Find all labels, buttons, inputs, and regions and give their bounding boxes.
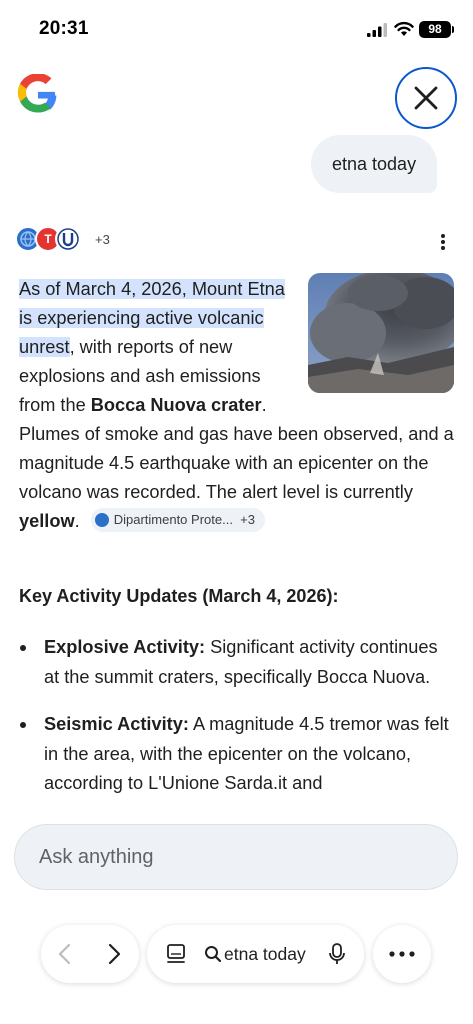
more-horiz-icon [388,950,416,958]
tabs-icon[interactable] [165,943,187,965]
answer-bold-crater: Bocca Nuova crater [90,395,262,415]
battery-level: 98 [428,22,442,36]
google-logo-icon [17,74,59,116]
source-avatar-letter: T [35,226,61,252]
status-bar [0,0,473,60]
union-logo-icon [57,228,79,250]
image-float-spacer [290,275,455,400]
source-avatar-logo-icon [55,226,81,252]
source-chip[interactable] [91,508,265,532]
battery-indicator [419,21,451,38]
cellular-signal-icon [367,23,387,37]
back-chevron-icon[interactable] [54,942,76,966]
more-options-button[interactable] [433,232,453,252]
content-fade [0,796,473,826]
wifi-icon [394,21,414,37]
user-query-bubble: etna today [311,135,437,193]
navigation-pill [41,925,139,983]
search-icon [204,945,222,963]
microphone-icon[interactable] [327,942,347,966]
ask-input[interactable] [39,825,429,889]
sources-row[interactable] [15,226,135,254]
close-button[interactable] [395,67,457,129]
source-chip-label: Dipartimento Prote... [113,512,233,528]
ask-bar[interactable] [14,824,458,890]
status-time: 20:31 [39,18,89,39]
source-chip-more: +3 [240,512,255,528]
list-item [19,633,455,692]
list-item-title: Seismic Activity: [44,714,189,734]
search-pill[interactable] [147,925,364,983]
sources-more-count: +3 [95,232,110,247]
source-globe-icon [95,513,109,527]
list-item-text: Significant activity continues at the summit craters, specifically Bocca Nuova. [44,637,438,687]
list-item [19,710,455,799]
answer-bold-level: yellow [19,511,75,531]
activity-list [19,633,455,817]
section-heading: Key Activity Updates (March 4, 2026): [19,586,339,606]
highlighted-answer[interactable]: As of March 4, 2026, Mount Etna is experiencing active volcanic unrest [19,279,285,357]
close-icon [413,85,439,111]
search-query-text[interactable]: etna today [224,944,306,964]
list-item-text: A magnitude 4.5 tremor was felt in the area, with the epicenter on the volcano, according to L'Unione Sarda.it and [44,714,449,793]
answer-text-2: . Plumes of smoke and gas have been observed, and a magnitude 4.5 earthquake with an epicenter on the volcano was recorded. The alert level is currently [19,395,454,502]
list-item-title: Explosive Activity: [44,637,206,657]
more-vert-icon [433,232,453,252]
more-menu-button[interactable] [373,925,431,983]
answer-text: , with reports of new explosions and ash emissions from the [19,337,261,415]
forward-chevron-icon[interactable] [103,942,125,966]
answer-text-end: . [74,511,80,531]
answer-paragraph [19,275,455,536]
